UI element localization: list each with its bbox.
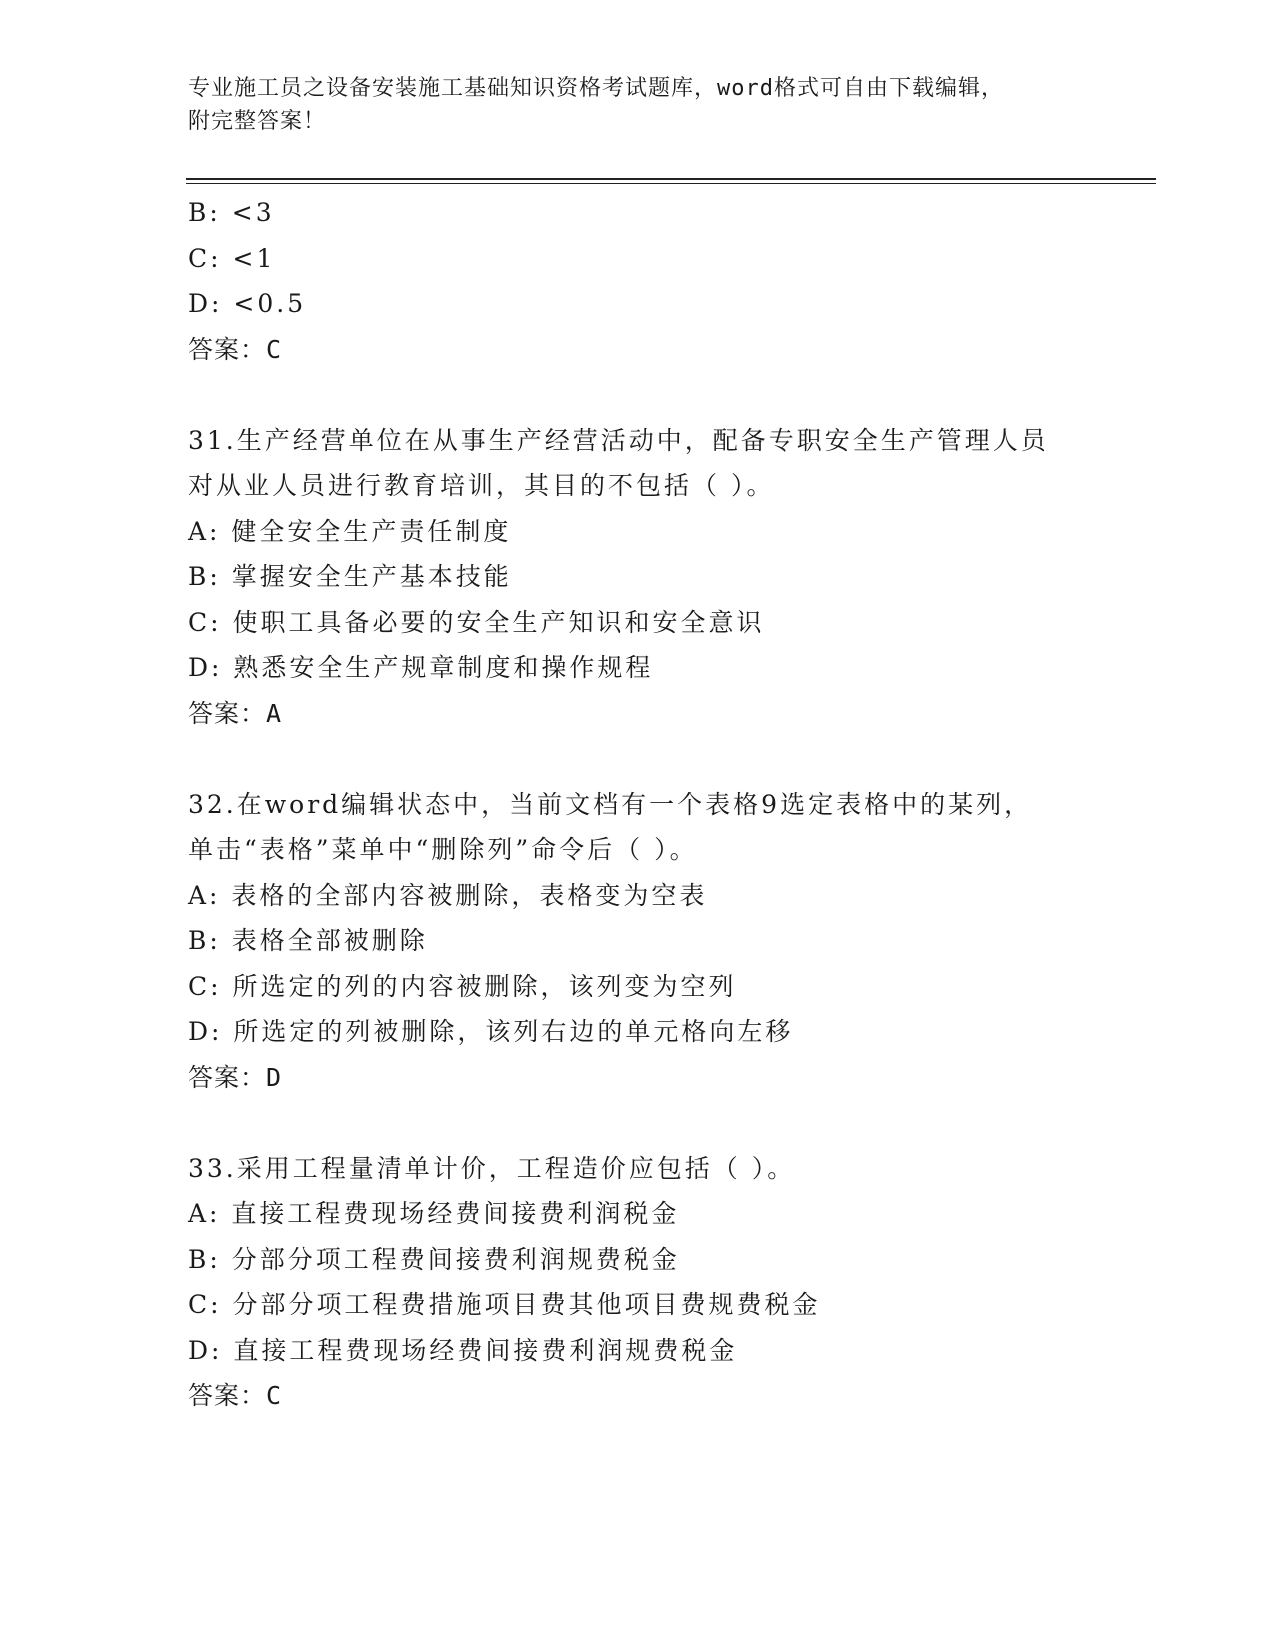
answer-line: 答案：D: [188, 1062, 283, 1092]
option-a: A: 直接工程费现场经费间接费利润税金: [188, 1199, 680, 1228]
question-stem: 31.生产经营单位在从事生产经营活动中，配备专职安全生产管理人员: [188, 425, 1049, 455]
answer-line: 答案：C: [188, 334, 283, 364]
header-divider-thick: [186, 178, 1156, 180]
spacer: [188, 736, 1088, 782]
option-c: C: 使职工具备必要的安全生产知识和安全意识: [188, 607, 765, 637]
question-stem: 单击“表格”菜单中“删除列”命令后（ ）。: [188, 835, 698, 864]
header-line-1: 专业施工员之设备安装施工基础知识资格考试题库，word格式可自由下载编辑，: [188, 76, 1004, 101]
option-c: C: 所选定的列的内容被删除，该列变为空列: [188, 971, 737, 1001]
question-32: [188, 782, 1088, 1101]
spacer: [188, 372, 1088, 418]
option-b: B: 掌握安全生产基本技能: [188, 562, 512, 591]
option-a: A: 表格的全部内容被删除，表格变为空表: [188, 880, 708, 910]
answer-line: 答案：A: [188, 698, 283, 728]
option-d: D: 熟悉安全生产规章制度和操作规程: [188, 653, 654, 682]
option-b: B: 表格全部被删除: [188, 926, 428, 955]
question-31: [188, 418, 1088, 737]
option-d: D: <0.5: [188, 289, 307, 318]
document-header: [188, 72, 1088, 138]
question-stem: 对从业人员进行教育培训，其目的不包括（ ）。: [188, 471, 775, 500]
option-b: B: 分部分项工程费间接费利润规费税金: [188, 1244, 680, 1274]
spacer: [188, 1100, 1088, 1146]
header-line-2: 附完整答案！: [188, 109, 327, 134]
option-c: C: <1: [188, 243, 276, 273]
question-33: [188, 1146, 1088, 1419]
option-d: D: 直接工程费现场经费间接费利润规费税金: [188, 1335, 738, 1365]
question-stem: 32.在word编辑状态中，当前文档有一个表格9选定表格中的某列，: [188, 789, 1033, 819]
document-body: [188, 190, 1088, 1419]
option-d: D: 所选定的列被删除，该列右边的单元格向左移: [188, 1017, 794, 1046]
question-30-continued: [188, 190, 1088, 372]
header-divider-thin: [186, 183, 1156, 184]
option-b: B: <3: [188, 198, 275, 227]
question-stem: 33.采用工程量清单计价，工程造价应包括（ ）。: [188, 1153, 796, 1183]
answer-line: 答案：C: [188, 1381, 283, 1410]
option-c: C: 分部分项工程费措施项目费其他项目费规费税金: [188, 1290, 821, 1319]
option-a: A: 健全安全生产责任制度: [188, 516, 512, 546]
